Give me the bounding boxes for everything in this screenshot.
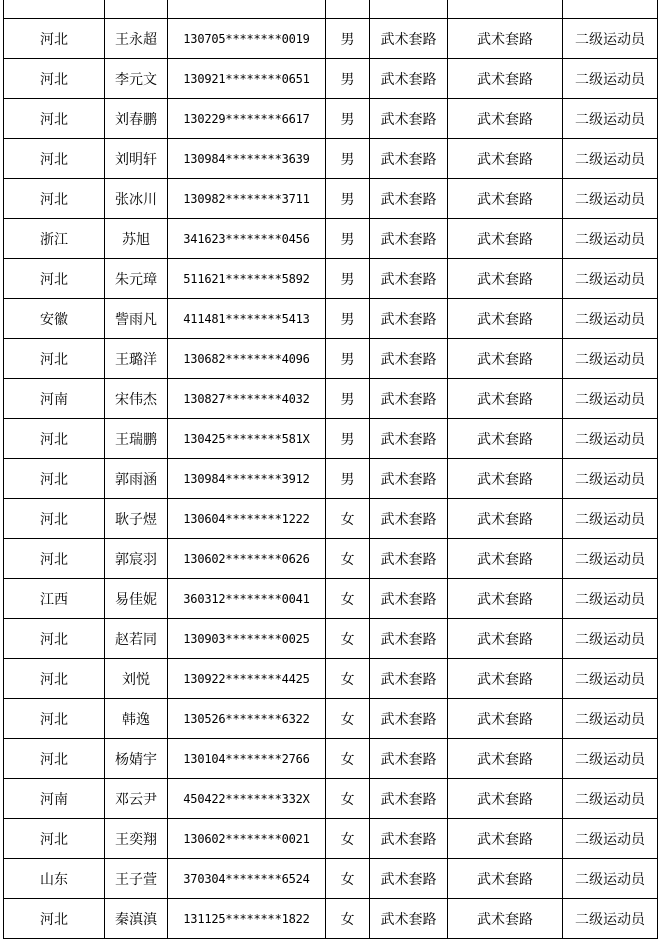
cell-id-number: 130602********0021 <box>168 819 326 859</box>
cell-item: 武术套路 <box>448 579 563 619</box>
cell-cutoff <box>168 0 326 19</box>
cell-event: 武术套路 <box>370 99 448 139</box>
athlete-roster-table <box>3 0 658 939</box>
cell-province: 河北 <box>4 19 105 59</box>
cell-cutoff <box>326 0 370 19</box>
cell-event: 武术套路 <box>370 899 448 939</box>
cell-event: 武术套路 <box>370 339 448 379</box>
table-row <box>4 499 658 539</box>
cell-name: 宋伟杰 <box>105 379 168 419</box>
cell-item: 武术套路 <box>448 139 563 179</box>
cell-id-number: 130604********1222 <box>168 499 326 539</box>
cell-name: 邓云尹 <box>105 779 168 819</box>
cell-level: 二级运动员 <box>563 579 658 619</box>
cell-id-number: 130602********0626 <box>168 539 326 579</box>
cell-province: 河北 <box>4 259 105 299</box>
table-row <box>4 699 658 739</box>
cell-level: 二级运动员 <box>563 539 658 579</box>
cell-province: 河北 <box>4 739 105 779</box>
cell-item: 武术套路 <box>448 379 563 419</box>
cell-item: 武术套路 <box>448 259 563 299</box>
cell-province: 河北 <box>4 699 105 739</box>
cell-level: 二级运动员 <box>563 619 658 659</box>
cell-name: 刘明轩 <box>105 139 168 179</box>
table-row <box>4 299 658 339</box>
cell-id-number: 130526********6322 <box>168 699 326 739</box>
cell-gender: 男 <box>326 99 370 139</box>
cell-id-number: 411481********5413 <box>168 299 326 339</box>
cell-level: 二级运动员 <box>563 699 658 739</box>
table-row <box>4 779 658 819</box>
cell-gender: 男 <box>326 59 370 99</box>
cell-gender: 女 <box>326 539 370 579</box>
cell-name: 刘悦 <box>105 659 168 699</box>
cell-gender: 女 <box>326 619 370 659</box>
cell-item: 武术套路 <box>448 779 563 819</box>
table-row <box>4 379 658 419</box>
cell-event: 武术套路 <box>370 659 448 699</box>
cell-event: 武术套路 <box>370 139 448 179</box>
cell-name: 刘春鹏 <box>105 99 168 139</box>
cell-gender: 男 <box>326 179 370 219</box>
cell-id-number: 130922********4425 <box>168 659 326 699</box>
cell-level: 二级运动员 <box>563 179 658 219</box>
cell-item: 武术套路 <box>448 459 563 499</box>
cell-province: 河南 <box>4 779 105 819</box>
cell-id-number: 130984********3912 <box>168 459 326 499</box>
cell-level: 二级运动员 <box>563 219 658 259</box>
cell-id-number: 130903********0025 <box>168 619 326 659</box>
table-row <box>4 99 658 139</box>
cell-level: 二级运动员 <box>563 499 658 539</box>
cell-name: 李元文 <box>105 59 168 99</box>
cell-item: 武术套路 <box>448 99 563 139</box>
cell-event: 武术套路 <box>370 499 448 539</box>
cell-gender: 女 <box>326 779 370 819</box>
cell-item: 武术套路 <box>448 59 563 99</box>
cell-province: 河南 <box>4 379 105 419</box>
cell-level: 二级运动员 <box>563 339 658 379</box>
cell-id-number: 450422********332X <box>168 779 326 819</box>
cell-event: 武术套路 <box>370 219 448 259</box>
table-row <box>4 579 658 619</box>
cell-name: 秦滇滇 <box>105 899 168 939</box>
cell-item: 武术套路 <box>448 499 563 539</box>
cell-event: 武术套路 <box>370 259 448 299</box>
table-row <box>4 539 658 579</box>
cell-name: 王奕翔 <box>105 819 168 859</box>
cell-cutoff <box>370 0 448 19</box>
cell-event: 武术套路 <box>370 819 448 859</box>
table-row <box>4 259 658 299</box>
cell-level: 二级运动员 <box>563 859 658 899</box>
cell-event: 武术套路 <box>370 579 448 619</box>
cell-event: 武术套路 <box>370 179 448 219</box>
cell-item: 武术套路 <box>448 659 563 699</box>
cell-province: 河北 <box>4 179 105 219</box>
cell-province: 山东 <box>4 859 105 899</box>
cell-event: 武术套路 <box>370 739 448 779</box>
table-row <box>4 19 658 59</box>
cell-cutoff <box>4 0 105 19</box>
cell-id-number: 130921********0651 <box>168 59 326 99</box>
cell-event: 武术套路 <box>370 299 448 339</box>
cell-item: 武术套路 <box>448 819 563 859</box>
cell-event: 武术套路 <box>370 619 448 659</box>
cell-level: 二级运动员 <box>563 419 658 459</box>
cell-level: 二级运动员 <box>563 299 658 339</box>
cell-gender: 女 <box>326 659 370 699</box>
table-row <box>4 339 658 379</box>
cell-event: 武术套路 <box>370 419 448 459</box>
cell-event: 武术套路 <box>370 59 448 99</box>
cell-id-number: 360312********0041 <box>168 579 326 619</box>
table-row-cutoff <box>4 0 658 19</box>
cell-province: 河北 <box>4 499 105 539</box>
cell-province: 河北 <box>4 459 105 499</box>
cell-level: 二级运动员 <box>563 459 658 499</box>
cell-name: 郭宸羽 <box>105 539 168 579</box>
cell-gender: 男 <box>326 419 370 459</box>
cell-item: 武术套路 <box>448 299 563 339</box>
cell-gender: 女 <box>326 499 370 539</box>
cell-level: 二级运动员 <box>563 59 658 99</box>
table-row <box>4 139 658 179</box>
cell-gender: 男 <box>326 299 370 339</box>
cell-gender: 男 <box>326 219 370 259</box>
cell-province: 江西 <box>4 579 105 619</box>
cell-name: 赵若同 <box>105 619 168 659</box>
cell-cutoff <box>563 0 658 19</box>
cell-name: 苏旭 <box>105 219 168 259</box>
cell-id-number: 130229********6617 <box>168 99 326 139</box>
cell-name: 王永超 <box>105 19 168 59</box>
cell-level: 二级运动员 <box>563 99 658 139</box>
cell-level: 二级运动员 <box>563 659 658 699</box>
cell-item: 武术套路 <box>448 19 563 59</box>
cell-gender: 男 <box>326 19 370 59</box>
cell-province: 河北 <box>4 339 105 379</box>
cell-province: 河北 <box>4 819 105 859</box>
cell-name: 郭雨涵 <box>105 459 168 499</box>
cell-event: 武术套路 <box>370 379 448 419</box>
cell-id-number: 130705********0019 <box>168 19 326 59</box>
cell-gender: 男 <box>326 459 370 499</box>
cell-province: 安徽 <box>4 299 105 339</box>
cell-level: 二级运动员 <box>563 779 658 819</box>
table-row <box>4 899 658 939</box>
table-row <box>4 859 658 899</box>
cell-item: 武术套路 <box>448 339 563 379</box>
cell-item: 武术套路 <box>448 419 563 459</box>
cell-gender: 男 <box>326 339 370 379</box>
cell-event: 武术套路 <box>370 779 448 819</box>
cell-id-number: 511621********5892 <box>168 259 326 299</box>
cell-gender: 女 <box>326 859 370 899</box>
table-row <box>4 819 658 859</box>
cell-event: 武术套路 <box>370 699 448 739</box>
cell-province: 河北 <box>4 99 105 139</box>
cell-item: 武术套路 <box>448 179 563 219</box>
cell-id-number: 130827********4032 <box>168 379 326 419</box>
cell-level: 二级运动员 <box>563 899 658 939</box>
cell-province: 河北 <box>4 139 105 179</box>
cell-province: 河北 <box>4 419 105 459</box>
cell-level: 二级运动员 <box>563 139 658 179</box>
cell-id-number: 130982********3711 <box>168 179 326 219</box>
cell-item: 武术套路 <box>448 699 563 739</box>
table-row <box>4 739 658 779</box>
cell-id-number: 370304********6524 <box>168 859 326 899</box>
cell-province: 河北 <box>4 619 105 659</box>
cell-level: 二级运动员 <box>563 819 658 859</box>
cell-level: 二级运动员 <box>563 379 658 419</box>
table-row <box>4 619 658 659</box>
cell-gender: 女 <box>326 739 370 779</box>
cell-province: 河北 <box>4 899 105 939</box>
cell-name: 王子萱 <box>105 859 168 899</box>
cell-id-number: 131125********1822 <box>168 899 326 939</box>
cell-province: 河北 <box>4 59 105 99</box>
table-row <box>4 219 658 259</box>
cell-item: 武术套路 <box>448 219 563 259</box>
cell-gender: 女 <box>326 699 370 739</box>
table-row <box>4 419 658 459</box>
table-row <box>4 179 658 219</box>
cell-item: 武术套路 <box>448 859 563 899</box>
table-row <box>4 59 658 99</box>
cell-event: 武术套路 <box>370 459 448 499</box>
cell-gender: 男 <box>326 259 370 299</box>
cell-name: 韩逸 <box>105 699 168 739</box>
cell-name: 杨婧宇 <box>105 739 168 779</box>
cell-item: 武术套路 <box>448 619 563 659</box>
cell-item: 武术套路 <box>448 739 563 779</box>
cell-name: 王璐洋 <box>105 339 168 379</box>
cell-id-number: 130984********3639 <box>168 139 326 179</box>
cell-province: 河北 <box>4 659 105 699</box>
cell-gender: 男 <box>326 379 370 419</box>
cell-id-number: 341623********0456 <box>168 219 326 259</box>
cell-event: 武术套路 <box>370 539 448 579</box>
cell-cutoff <box>105 0 168 19</box>
table-row <box>4 459 658 499</box>
cell-name: 张冰川 <box>105 179 168 219</box>
cell-gender: 男 <box>326 139 370 179</box>
cell-item: 武术套路 <box>448 539 563 579</box>
cell-level: 二级运动员 <box>563 739 658 779</box>
cell-name: 朱元璋 <box>105 259 168 299</box>
cell-cutoff <box>448 0 563 19</box>
cell-id-number: 130425********581X <box>168 419 326 459</box>
cell-event: 武术套路 <box>370 19 448 59</box>
cell-item: 武术套路 <box>448 899 563 939</box>
cell-name: 訾雨凡 <box>105 299 168 339</box>
cell-level: 二级运动员 <box>563 19 658 59</box>
cell-province: 河北 <box>4 539 105 579</box>
cell-event: 武术套路 <box>370 859 448 899</box>
roster-body <box>4 0 658 939</box>
cell-name: 耿子煜 <box>105 499 168 539</box>
cell-id-number: 130104********2766 <box>168 739 326 779</box>
cell-name: 易佳妮 <box>105 579 168 619</box>
cell-id-number: 130682********4096 <box>168 339 326 379</box>
cell-province: 浙江 <box>4 219 105 259</box>
cell-gender: 女 <box>326 819 370 859</box>
table-row <box>4 659 658 699</box>
cell-name: 王瑞鹏 <box>105 419 168 459</box>
cell-level: 二级运动员 <box>563 259 658 299</box>
cell-gender: 女 <box>326 899 370 939</box>
cell-gender: 女 <box>326 579 370 619</box>
